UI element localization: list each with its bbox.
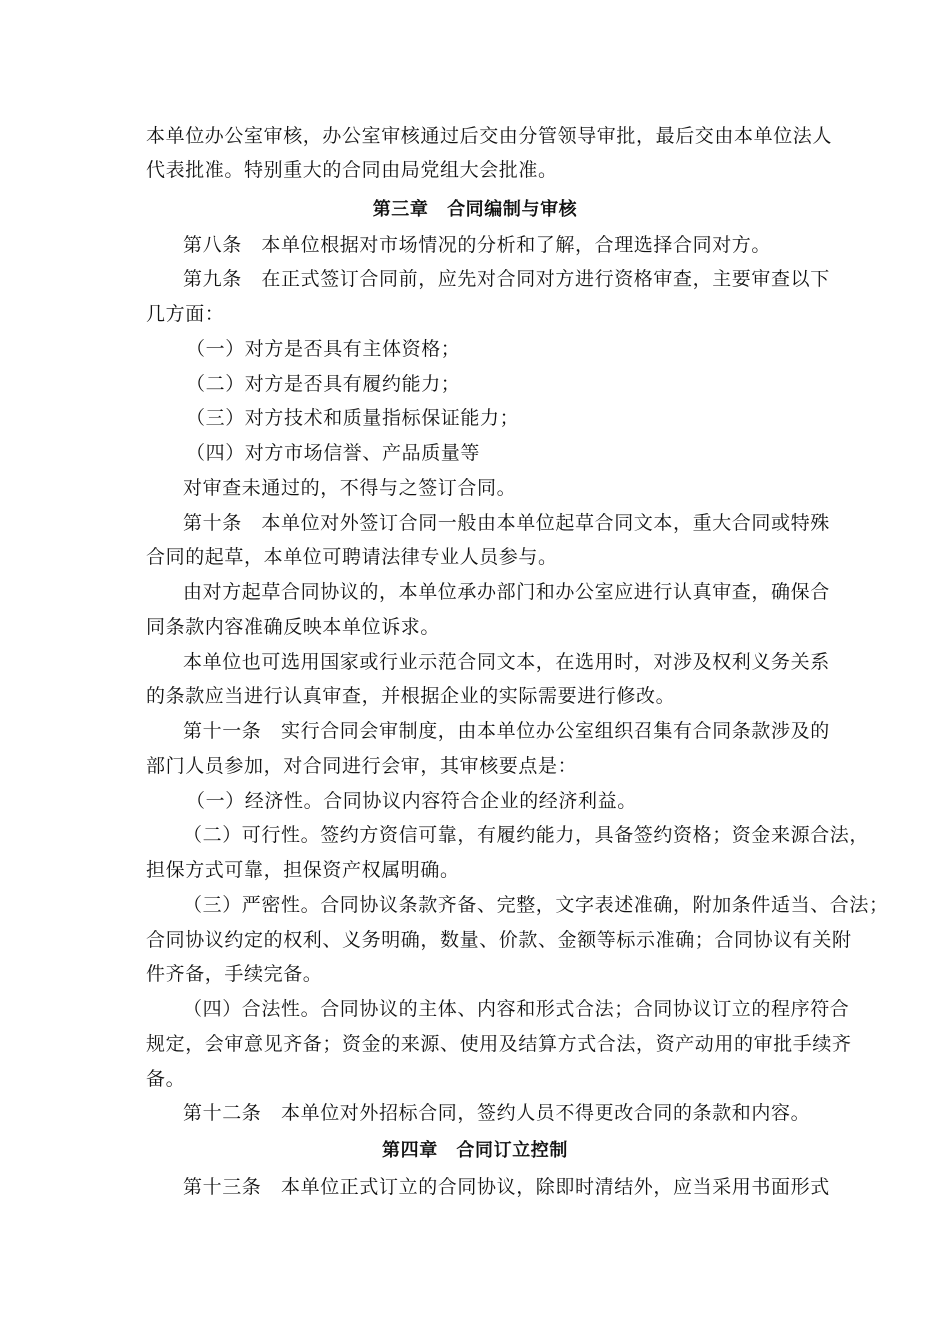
chapter-heading: 第四章 合同订立控制 [382, 1140, 568, 1161]
paragraph-line: 对审查未通过的，不得与之签订合同。 [183, 477, 517, 499]
article-line: 第八条 本单位根据对市场情况的分析和了解，合理选择合同对方。 [183, 234, 772, 256]
paragraph-line: 本单位也可选用国家或行业示范合同文本，在选用时，对涉及权利义务关系 [183, 651, 830, 673]
paragraph-line: 担保方式可靠，担保资产权属明确。 [146, 859, 460, 881]
paragraph-line: 由对方起草合同协议的，本单位承办部门和办公室应进行认真审查，确保合 [183, 581, 830, 603]
paragraph-line: 部门人员参加，对合同进行会审，其审核要点是： [146, 755, 578, 777]
paragraph-line: 合同协议约定的权利、义务明确，数量、价款、金额等标示准确；合同协议有关附 [146, 929, 852, 951]
list-item: （一）经济性。合同协议内容符合企业的经济利益。 [186, 790, 637, 812]
list-item: （三）对方技术和质量指标保证能力； [186, 407, 520, 429]
list-item: （二）对方是否具有履约能力； [186, 373, 461, 395]
list-item: （一）对方是否具有主体资格； [186, 338, 461, 360]
list-item: （四）对方市场信誉、产品质量等 [186, 442, 481, 464]
paragraph-line: 代表批准。特别重大的合同由局党组大会批准。 [146, 159, 558, 181]
paragraph-line: 本单位办公室审核，办公室审核通过后交由分管领导审批，最后交由本单位法人 [146, 125, 833, 147]
article-line: 第九条 在正式签订合同前，应先对合同对方进行资格审查，主要审查以下 [183, 268, 830, 290]
paragraph-line: 件齐备，手续完备。 [146, 963, 323, 985]
paragraph-line: 同条款内容准确反映本单位诉求。 [146, 616, 441, 638]
paragraph-line: 的条款应当进行认真审查，并根据企业的实际需要进行修改。 [146, 685, 676, 707]
list-item: （三）严密性。合同协议条款齐备、完整，文字表述准确，附加条件适当、合法； [183, 894, 889, 916]
paragraph-line: 规定，会审意见齐备；资金的来源、使用及结算方式合法，资产动用的审批手续齐 [146, 1033, 852, 1055]
article-line: 第十二条 本单位对外招标合同，签约人员不得更改合同的条款和内容。 [183, 1102, 811, 1124]
paragraph-line: 合同的起草，本单位可聘请法律专业人员参与。 [146, 546, 558, 568]
article-line: 第十一条 实行合同会审制度，由本单位办公室组织召集有合同条款涉及的 [183, 720, 830, 742]
chapter-heading: 第三章 合同编制与审核 [372, 199, 578, 220]
paragraph-line: 备。 [146, 1068, 186, 1090]
list-item: （四）合法性。合同协议的主体、内容和形式合法；合同协议订立的程序符合 [183, 998, 850, 1020]
list-item: （二）可行性。签约方资信可靠，有履约能力，具备签约资格；资金来源合法， [183, 824, 870, 846]
article-line: 第十条 本单位对外签订合同一般由本单位起草合同文本，重大合同或特殊 [183, 512, 830, 534]
article-line: 第十三条 本单位正式订立的合同协议，除即时清结外，应当采用书面形式 [183, 1176, 830, 1198]
paragraph-line: 几方面： [146, 303, 225, 325]
